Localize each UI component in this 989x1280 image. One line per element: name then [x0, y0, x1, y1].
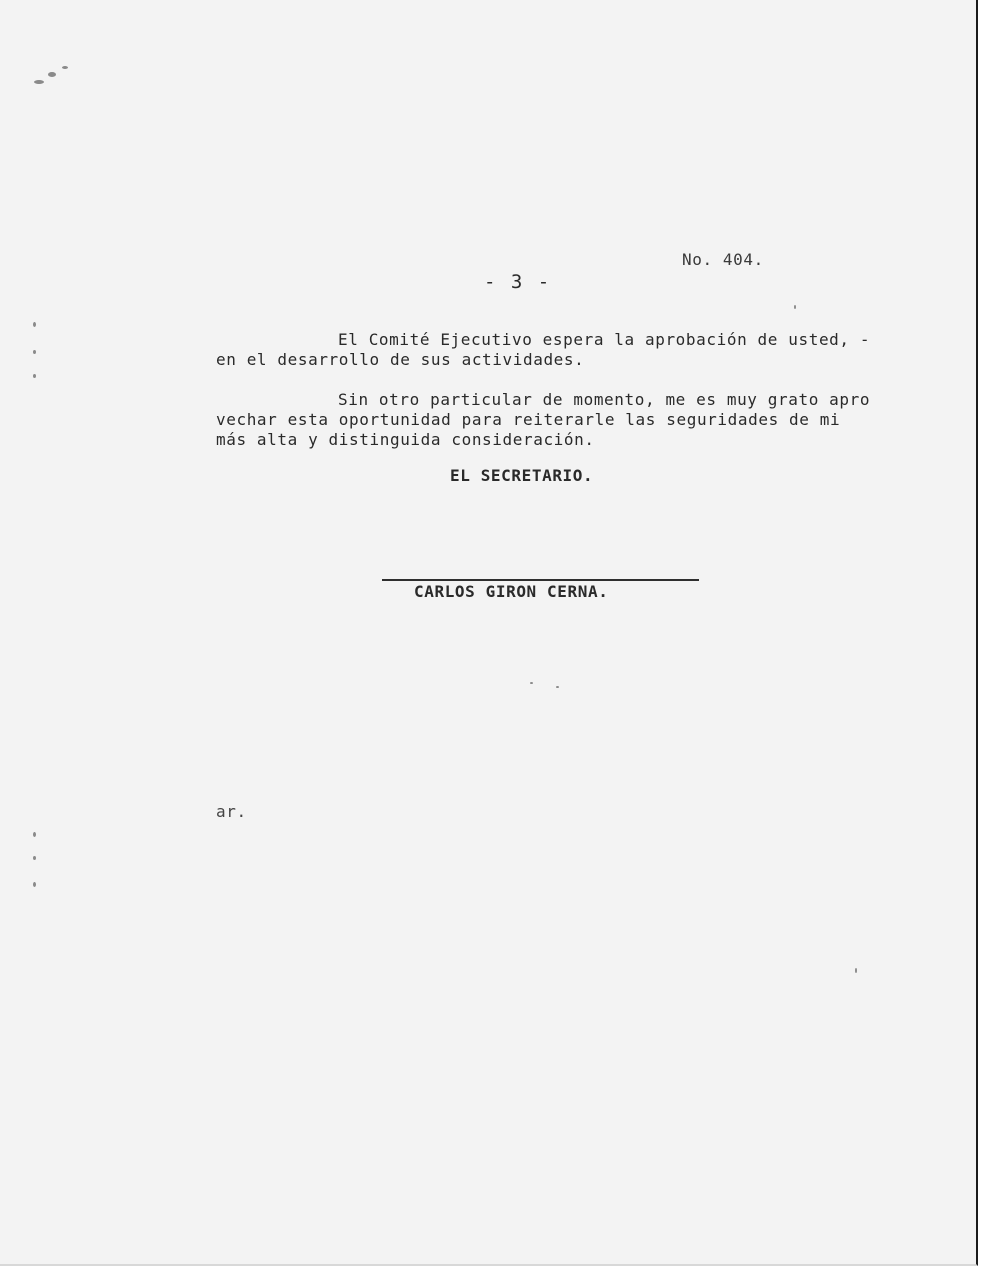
signature-line [382, 579, 699, 581]
paragraph-1-line-2: en el desarrollo de sus actividades. [216, 350, 585, 369]
scan-speck [794, 305, 796, 309]
scan-speck [33, 856, 36, 860]
document-number: No. 404. [682, 250, 764, 269]
scan-speck [33, 882, 36, 887]
signer-name: CARLOS GIRON CERNA. [414, 582, 609, 601]
paragraph-1-line-1: El Comité Ejecutivo espera la aprobación de usted, - [338, 330, 871, 349]
paragraph-2-line-2: vechar esta oportunidad para reiterarle las seguridades de mi [216, 410, 841, 429]
scan-speck [556, 686, 559, 688]
scan-speck [33, 350, 36, 354]
scan-speck [48, 72, 56, 77]
scan-speck [62, 66, 68, 69]
scan-speck [530, 682, 533, 684]
paragraph-2-line-3: más alta y distinguida consideración. [216, 430, 595, 449]
scan-speck [33, 374, 36, 378]
scan-speck [33, 322, 36, 327]
page-number: - 3 - [484, 271, 552, 293]
typist-initials: ar. [216, 802, 247, 821]
scan-speck [855, 968, 857, 973]
scan-speck [33, 832, 36, 837]
scan-speck [34, 80, 44, 84]
signoff-title: EL SECRETARIO. [450, 466, 594, 485]
paragraph-2-line-1: Sin otro particular de momento, me es muy grato apro [338, 390, 871, 409]
